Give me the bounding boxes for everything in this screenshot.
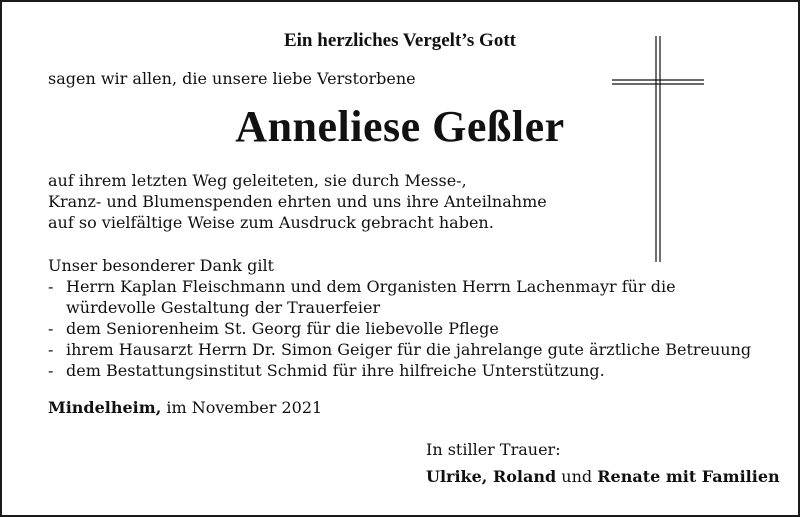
body-line: Kranz- und Blumenspenden ehrten und uns ihre Anteilnahme bbox=[48, 192, 547, 211]
thanks-item-text: Herrn Kaplan Fleischmann und dem Organisten Herrn Lachenmayr für die bbox=[66, 277, 676, 296]
place-date bbox=[48, 398, 322, 417]
latin-cross-icon bbox=[612, 36, 704, 262]
signatures bbox=[426, 467, 780, 486]
thanks-item bbox=[48, 361, 605, 380]
signature-names-2: Renate mit Familien bbox=[597, 467, 780, 486]
signature-names-1: Ulrike, Roland bbox=[426, 467, 557, 486]
bullet-dash: - bbox=[48, 340, 54, 359]
body-line: auf so vielfältige Weise zum Ausdruck gebracht haben. bbox=[48, 213, 494, 232]
thanks-item bbox=[48, 340, 751, 359]
deceased-name: Anneliese Geßler bbox=[235, 102, 565, 151]
mourning-label: In stiller Trauer: bbox=[426, 440, 561, 459]
bullet-dash: - bbox=[48, 277, 54, 296]
bullet-dash: - bbox=[48, 361, 54, 380]
thanks-item-text: dem Bestattungsinstitut Schmid für ihre hilfreiche Unterstützung. bbox=[66, 361, 605, 380]
thanks-item bbox=[48, 277, 676, 296]
thanks-item-text: dem Seniorenheim St. Georg für die liebevolle Pflege bbox=[66, 319, 499, 338]
date-text: im November 2021 bbox=[161, 398, 323, 417]
thanks-item-text: ihrem Hausarzt Herrn Dr. Simon Geiger für die jahrelange gute ärztliche Betreuung bbox=[66, 340, 752, 359]
thanks-item-continuation: würdevolle Gestaltung der Trauerfeier bbox=[66, 298, 381, 317]
body-line: auf ihrem letzten Weg geleiteten, sie durch Messe-, bbox=[48, 171, 467, 190]
thanks-item bbox=[48, 319, 499, 338]
notice-heading: Ein herzliches Vergelt’s Gott bbox=[283, 30, 516, 51]
place-name: Mindelheim, bbox=[48, 398, 162, 417]
bullet-dash: - bbox=[48, 319, 54, 338]
signature-and: und bbox=[556, 467, 598, 486]
intro-text: sagen wir allen, die unsere liebe Verstorbene bbox=[48, 69, 416, 88]
thanks-intro: Unser besonderer Dank gilt bbox=[48, 256, 274, 275]
